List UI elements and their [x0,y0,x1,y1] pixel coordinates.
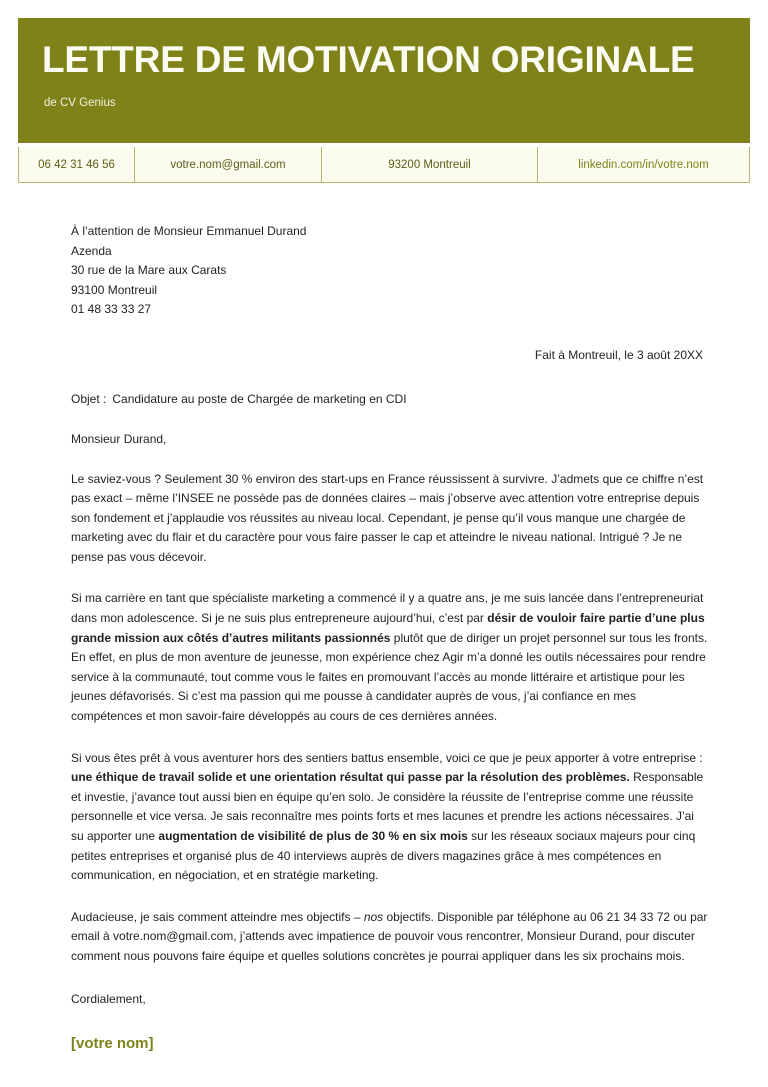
contact-phone[interactable]: 06 42 31 46 56 [19,147,135,182]
contact-linkedin[interactable]: linkedin.com/in/votre.nom [578,158,709,171]
date-line: Fait à Montreuil, le 3 août 20XX [534,347,703,362]
paragraph-1: Le saviez-vous ? Seulement 30 % environ des start-ups en France réussissent à survivre. J’admets que ce chiffre n’est pas exact – même l’INSEE ne possède pas de données claires – mais j’observe avec attention votre entreprise depuis son fondement et j’applaudie vos réussites au niveau local. Cependant, je pense qu’il vous manque une chargée de marketing avec du flair et du caractère pour vous faire passer le cap et atteindre le niveau national. Intrigué ? Je ne pense pas vous décevoir. [71,471,704,564]
paragraph-4-part-a: Audacieuse, je sais comment atteindre mes objectifs – [71,909,364,924]
recipient-line-1: À l’attention de Monsieur Emmanuel Durand [71,224,307,238]
paragraph-3-part-a: Si vous êtes prêt à vous aventurer hors des sentiers battus ensemble, voici ce que je peux apporter à votre entreprise : [71,750,703,765]
recipient-line-5: 01 48 33 33 27 [71,302,152,316]
signature-placeholder[interactable]: [votre nom] [71,1034,154,1052]
paragraph-4 [71,908,709,967]
recipient-block [71,222,709,320]
recipient-line-3: 30 rue de la Mare aux Carats [71,263,227,277]
paragraph-2-part-b: plutôt que de diriger un projet personnel sur tous les fronts. En effet, en plus de mon aventure de jeunesse, mon expérience chez Agir m’a donné les outils nécessaires pour rendre service à la communauté, tout comme vous le faites en promouvant l’accès au monde littéraire et artistique pour les jeunes défavorisés. Si c’est ma passion qui me pousse à candidater auprès de vous, j’ai confiance en mes compétences et mon savoir-faire développés au cours de ces dernières années. [71,630,708,724]
salutation: Monsieur Durand, [71,431,167,446]
contact-bar [18,147,750,183]
letter-body [71,222,709,1054]
paragraph-4-italic: nos [363,909,384,924]
paragraph-3-emphasis-1: une éthique de travail solide et une orientation résultat qui passe par la résolution des problèmes. [71,770,630,785]
subject-label: Objet : [71,391,107,406]
contact-address: 93200 Montreuil [322,147,538,182]
recipient-line-4: 93100 Montreuil [71,282,158,297]
paragraph-3-part-b: Responsable et investie, j’avance tout aussi bien en équipe qu’en solo. Je considère la réussite de l’entreprise comme une réussite personnelle et vice versa. Je sais reconnaître mes points forts et mes lacunes et prendre les actions nécessaires. J’ai su apporter une [71,770,704,843]
recipient-line-2: Azenda [71,243,112,258]
page-title: LETTRE DE MOTIVATION ORIGINALE [42,39,695,80]
subject-text: Candidature au poste de Chargée de marketing en CDI [112,391,407,406]
paragraph-2 [71,589,709,726]
paragraph-3 [71,749,709,886]
subject-line [71,390,709,408]
paragraph-2-emphasis: désir de vouloir faire partie d’une plus grande mission aux côtés d’autres militants passionnés [71,611,705,645]
paragraph-3-part-c: sur les réseaux sociaux majeurs pour cinq petites entreprises et organisé plus de 40 interviews auprès de divers magazines grâce à mes compétences en communication, en négociation, et en stratégie marketing. [71,829,696,883]
letter-header [18,18,750,143]
paragraph-2-part-a: Si ma carrière en tant que spécialiste marketing a commencé il y a quatre ans, je me suis lancée dans l’entrepreneuriat dans mon adolescence. Si je ne suis plus entrepreneure aujourd’hui, c’est par [71,591,704,626]
paragraph-4-part-b: objectifs. Disponible par téléphone au 06 21 34 33 72 ou par email à votre.nom@gmail.com, j’attends avec impatience de pouvoir vous rencontrer, Monsieur Durand, pour discuter comment nous pouvons faire équipe et quelles solutions concrètes je pourrai appliquer dans les six prochains mois. [71,909,708,963]
closing-line: Cordialement, [71,991,146,1006]
contact-email[interactable]: votre.nom@gmail.com [135,147,322,182]
paragraph-3-emphasis-2: augmentation de visibilité de plus de 30 % en six mois [158,829,468,843]
header-subtitle: de CV Genius [44,97,116,109]
